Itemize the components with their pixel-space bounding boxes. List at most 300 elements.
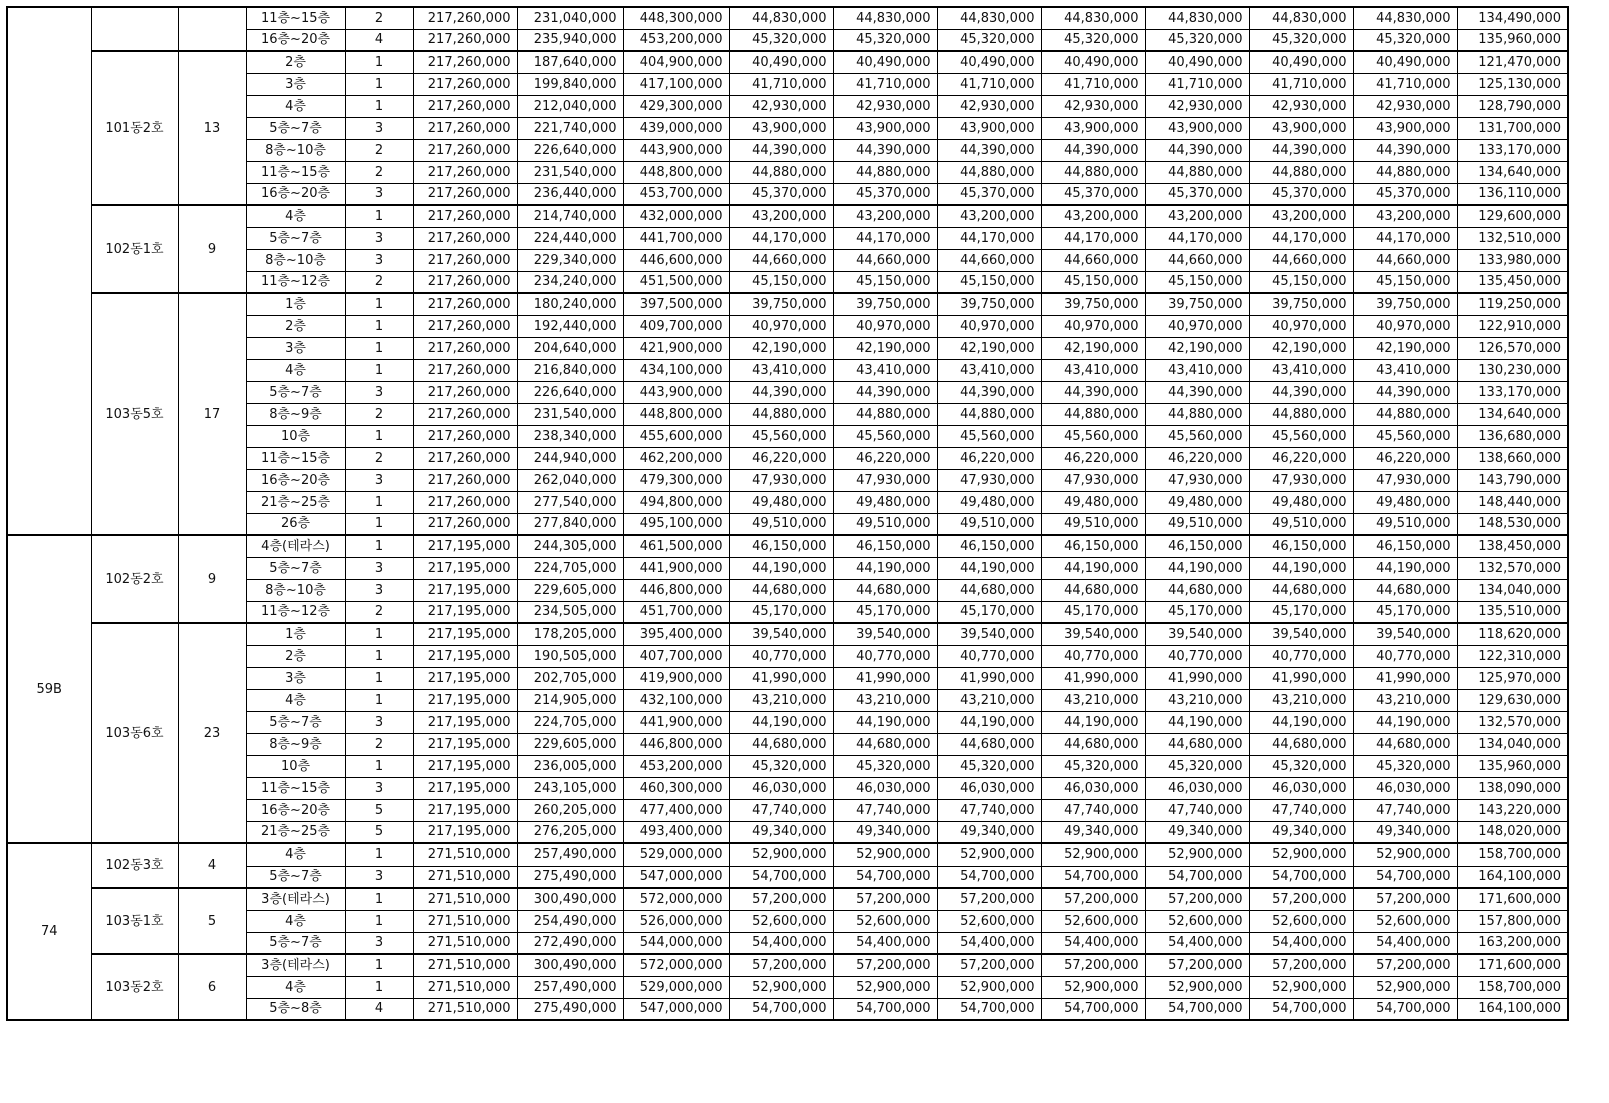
payment-1-cell: 47,740,000 bbox=[833, 799, 937, 821]
unit-type-cell bbox=[7, 7, 91, 535]
price-building-cell: 180,240,000 bbox=[517, 293, 623, 315]
payment-1-cell: 45,320,000 bbox=[833, 29, 937, 51]
quantity-cell: 3 bbox=[345, 866, 413, 888]
payment-2-cell: 45,320,000 bbox=[937, 29, 1041, 51]
payment-contract-cell: 45,150,000 bbox=[729, 271, 833, 293]
price-building-cell: 262,040,000 bbox=[517, 469, 623, 491]
price-building-cell: 214,740,000 bbox=[517, 205, 623, 227]
payment-4-cell: 54,400,000 bbox=[1145, 932, 1249, 954]
floor-cell: 16층~20층 bbox=[246, 469, 345, 491]
unit-count-cell: 4 bbox=[178, 843, 246, 888]
payment-contract-cell: 43,200,000 bbox=[729, 205, 833, 227]
floor-cell: 11층~12층 bbox=[246, 271, 345, 293]
payment-3-cell: 57,200,000 bbox=[1041, 888, 1145, 910]
payment-contract-cell: 44,880,000 bbox=[729, 403, 833, 425]
payment-6-cell: 42,930,000 bbox=[1353, 95, 1457, 117]
payment-3-cell: 46,220,000 bbox=[1041, 447, 1145, 469]
payment-contract-cell: 44,680,000 bbox=[729, 579, 833, 601]
floor-cell: 5층~7층 bbox=[246, 866, 345, 888]
payment-1-cell: 44,880,000 bbox=[833, 161, 937, 183]
price-land-cell: 271,510,000 bbox=[413, 976, 517, 998]
payment-3-cell: 47,930,000 bbox=[1041, 469, 1145, 491]
payment-1-cell: 44,680,000 bbox=[833, 579, 937, 601]
payment-balance-cell: 128,790,000 bbox=[1457, 95, 1568, 117]
floor-cell: 3층(테라스) bbox=[246, 888, 345, 910]
price-building-cell: 277,540,000 bbox=[517, 491, 623, 513]
payment-3-cell: 46,030,000 bbox=[1041, 777, 1145, 799]
payment-4-cell: 45,320,000 bbox=[1145, 29, 1249, 51]
payment-5-cell: 39,750,000 bbox=[1249, 293, 1353, 315]
payment-6-cell: 45,370,000 bbox=[1353, 183, 1457, 205]
price-total-cell: 461,500,000 bbox=[623, 535, 729, 557]
quantity-cell: 1 bbox=[345, 205, 413, 227]
payment-1-cell: 44,680,000 bbox=[833, 733, 937, 755]
payment-balance-cell: 135,960,000 bbox=[1457, 755, 1568, 777]
price-land-cell: 217,260,000 bbox=[413, 315, 517, 337]
payment-1-cell: 43,900,000 bbox=[833, 117, 937, 139]
payment-4-cell: 47,740,000 bbox=[1145, 799, 1249, 821]
payment-3-cell: 43,200,000 bbox=[1041, 205, 1145, 227]
payment-5-cell: 42,190,000 bbox=[1249, 337, 1353, 359]
payment-5-cell: 44,190,000 bbox=[1249, 557, 1353, 579]
price-total-cell: 477,400,000 bbox=[623, 799, 729, 821]
price-land-cell: 217,260,000 bbox=[413, 161, 517, 183]
price-building-cell: 300,490,000 bbox=[517, 888, 623, 910]
payment-5-cell: 39,540,000 bbox=[1249, 623, 1353, 645]
payment-3-cell: 43,210,000 bbox=[1041, 689, 1145, 711]
quantity-cell: 3 bbox=[345, 579, 413, 601]
payment-4-cell: 39,540,000 bbox=[1145, 623, 1249, 645]
price-building-cell: 204,640,000 bbox=[517, 337, 623, 359]
payment-4-cell: 44,660,000 bbox=[1145, 249, 1249, 271]
floor-cell: 5층~7층 bbox=[246, 932, 345, 954]
payment-6-cell: 40,490,000 bbox=[1353, 51, 1457, 73]
price-building-cell: 178,205,000 bbox=[517, 623, 623, 645]
dong-cell bbox=[91, 7, 178, 51]
payment-5-cell: 44,390,000 bbox=[1249, 381, 1353, 403]
floor-cell: 10층 bbox=[246, 425, 345, 447]
payment-3-cell: 40,970,000 bbox=[1041, 315, 1145, 337]
payment-5-cell: 42,930,000 bbox=[1249, 95, 1353, 117]
price-building-cell: 257,490,000 bbox=[517, 976, 623, 998]
payment-2-cell: 44,880,000 bbox=[937, 403, 1041, 425]
price-building-cell: 212,040,000 bbox=[517, 95, 623, 117]
unit-count-cell bbox=[178, 7, 246, 51]
payment-2-cell: 42,190,000 bbox=[937, 337, 1041, 359]
payment-5-cell: 44,390,000 bbox=[1249, 139, 1353, 161]
payment-3-cell: 45,320,000 bbox=[1041, 29, 1145, 51]
price-building-cell: 257,490,000 bbox=[517, 843, 623, 866]
payment-4-cell: 44,680,000 bbox=[1145, 579, 1249, 601]
payment-1-cell: 44,390,000 bbox=[833, 139, 937, 161]
unit-count-cell: 23 bbox=[178, 623, 246, 843]
payment-4-cell: 45,560,000 bbox=[1145, 425, 1249, 447]
price-building-cell: 300,490,000 bbox=[517, 954, 623, 976]
price-total-cell: 451,700,000 bbox=[623, 601, 729, 623]
payment-contract-cell: 46,150,000 bbox=[729, 535, 833, 557]
payment-5-cell: 43,900,000 bbox=[1249, 117, 1353, 139]
payment-3-cell: 44,660,000 bbox=[1041, 249, 1145, 271]
payment-4-cell: 40,490,000 bbox=[1145, 51, 1249, 73]
payment-1-cell: 45,150,000 bbox=[833, 271, 937, 293]
price-total-cell: 432,100,000 bbox=[623, 689, 729, 711]
payment-6-cell: 52,600,000 bbox=[1353, 910, 1457, 932]
price-total-cell: 448,800,000 bbox=[623, 403, 729, 425]
quantity-cell: 3 bbox=[345, 469, 413, 491]
payment-3-cell: 44,390,000 bbox=[1041, 381, 1145, 403]
floor-cell: 5층~8층 bbox=[246, 998, 345, 1020]
payment-5-cell: 57,200,000 bbox=[1249, 954, 1353, 976]
payment-2-cell: 44,660,000 bbox=[937, 249, 1041, 271]
price-building-cell: 238,340,000 bbox=[517, 425, 623, 447]
quantity-cell: 1 bbox=[345, 976, 413, 998]
price-building-cell: 221,740,000 bbox=[517, 117, 623, 139]
payment-3-cell: 44,170,000 bbox=[1041, 227, 1145, 249]
price-building-cell: 236,440,000 bbox=[517, 183, 623, 205]
payment-contract-cell: 40,970,000 bbox=[729, 315, 833, 337]
floor-cell: 3층 bbox=[246, 667, 345, 689]
price-building-cell: 229,605,000 bbox=[517, 579, 623, 601]
payment-6-cell: 44,390,000 bbox=[1353, 381, 1457, 403]
payment-3-cell: 40,490,000 bbox=[1041, 51, 1145, 73]
payment-3-cell: 43,410,000 bbox=[1041, 359, 1145, 381]
price-building-cell: 243,105,000 bbox=[517, 777, 623, 799]
price-land-cell: 217,260,000 bbox=[413, 117, 517, 139]
payment-contract-cell: 52,900,000 bbox=[729, 976, 833, 998]
payment-2-cell: 57,200,000 bbox=[937, 888, 1041, 910]
payment-2-cell: 39,750,000 bbox=[937, 293, 1041, 315]
floor-cell: 3층 bbox=[246, 73, 345, 95]
price-building-cell: 254,490,000 bbox=[517, 910, 623, 932]
payment-6-cell: 57,200,000 bbox=[1353, 954, 1457, 976]
payment-contract-cell: 44,190,000 bbox=[729, 711, 833, 733]
payment-6-cell: 44,880,000 bbox=[1353, 403, 1457, 425]
floor-cell: 5층~7층 bbox=[246, 381, 345, 403]
quantity-cell: 3 bbox=[345, 557, 413, 579]
payment-5-cell: 52,600,000 bbox=[1249, 910, 1353, 932]
payment-6-cell: 54,700,000 bbox=[1353, 866, 1457, 888]
quantity-cell: 5 bbox=[345, 821, 413, 843]
payment-balance-cell: 135,960,000 bbox=[1457, 29, 1568, 51]
payment-5-cell: 45,320,000 bbox=[1249, 29, 1353, 51]
payment-4-cell: 45,150,000 bbox=[1145, 271, 1249, 293]
quantity-cell: 2 bbox=[345, 161, 413, 183]
price-total-cell: 404,900,000 bbox=[623, 51, 729, 73]
payment-6-cell: 42,190,000 bbox=[1353, 337, 1457, 359]
payment-balance-cell: 171,600,000 bbox=[1457, 954, 1568, 976]
payment-1-cell: 45,320,000 bbox=[833, 755, 937, 777]
payment-balance-cell: 121,470,000 bbox=[1457, 51, 1568, 73]
payment-4-cell: 41,990,000 bbox=[1145, 667, 1249, 689]
quantity-cell: 3 bbox=[345, 932, 413, 954]
price-total-cell: 451,500,000 bbox=[623, 271, 729, 293]
payment-4-cell: 42,190,000 bbox=[1145, 337, 1249, 359]
price-total-cell: 526,000,000 bbox=[623, 910, 729, 932]
payment-5-cell: 49,340,000 bbox=[1249, 821, 1353, 843]
floor-cell: 4층 bbox=[246, 976, 345, 998]
payment-4-cell: 39,750,000 bbox=[1145, 293, 1249, 315]
price-total-cell: 493,400,000 bbox=[623, 821, 729, 843]
price-building-cell: 190,505,000 bbox=[517, 645, 623, 667]
table-row bbox=[7, 843, 1568, 866]
payment-balance-cell: 129,630,000 bbox=[1457, 689, 1568, 711]
payment-1-cell: 45,560,000 bbox=[833, 425, 937, 447]
payment-6-cell: 46,150,000 bbox=[1353, 535, 1457, 557]
payment-3-cell: 42,190,000 bbox=[1041, 337, 1145, 359]
payment-contract-cell: 43,210,000 bbox=[729, 689, 833, 711]
price-land-cell: 217,195,000 bbox=[413, 733, 517, 755]
payment-2-cell: 43,410,000 bbox=[937, 359, 1041, 381]
payment-5-cell: 44,830,000 bbox=[1249, 7, 1353, 29]
payment-1-cell: 54,700,000 bbox=[833, 866, 937, 888]
payment-contract-cell: 44,170,000 bbox=[729, 227, 833, 249]
price-table bbox=[6, 6, 1569, 1021]
payment-contract-cell: 45,370,000 bbox=[729, 183, 833, 205]
payment-3-cell: 44,880,000 bbox=[1041, 161, 1145, 183]
price-building-cell: 231,540,000 bbox=[517, 161, 623, 183]
payment-3-cell: 44,680,000 bbox=[1041, 733, 1145, 755]
payment-contract-cell: 47,930,000 bbox=[729, 469, 833, 491]
payment-1-cell: 46,150,000 bbox=[833, 535, 937, 557]
payment-balance-cell: 164,100,000 bbox=[1457, 866, 1568, 888]
payment-2-cell: 46,220,000 bbox=[937, 447, 1041, 469]
table-row bbox=[7, 205, 1568, 227]
payment-contract-cell: 49,480,000 bbox=[729, 491, 833, 513]
payment-balance-cell: 135,510,000 bbox=[1457, 601, 1568, 623]
payment-1-cell: 42,190,000 bbox=[833, 337, 937, 359]
price-building-cell: 224,705,000 bbox=[517, 711, 623, 733]
payment-6-cell: 39,750,000 bbox=[1353, 293, 1457, 315]
price-total-cell: 544,000,000 bbox=[623, 932, 729, 954]
floor-cell: 2층 bbox=[246, 645, 345, 667]
payment-5-cell: 54,700,000 bbox=[1249, 998, 1353, 1020]
floor-cell: 4층 bbox=[246, 843, 345, 866]
payment-5-cell: 54,400,000 bbox=[1249, 932, 1353, 954]
payment-balance-cell: 125,970,000 bbox=[1457, 667, 1568, 689]
payment-5-cell: 45,150,000 bbox=[1249, 271, 1353, 293]
floor-cell: 11층~15층 bbox=[246, 161, 345, 183]
dong-cell: 102동2호 bbox=[91, 535, 178, 623]
payment-6-cell: 45,150,000 bbox=[1353, 271, 1457, 293]
price-total-cell: 494,800,000 bbox=[623, 491, 729, 513]
price-land-cell: 217,260,000 bbox=[413, 403, 517, 425]
price-land-cell: 271,510,000 bbox=[413, 910, 517, 932]
payment-balance-cell: 132,570,000 bbox=[1457, 711, 1568, 733]
payment-1-cell: 40,970,000 bbox=[833, 315, 937, 337]
quantity-cell: 5 bbox=[345, 799, 413, 821]
payment-3-cell: 52,600,000 bbox=[1041, 910, 1145, 932]
payment-6-cell: 44,680,000 bbox=[1353, 733, 1457, 755]
payment-3-cell: 54,400,000 bbox=[1041, 932, 1145, 954]
price-land-cell: 217,195,000 bbox=[413, 711, 517, 733]
payment-contract-cell: 57,200,000 bbox=[729, 888, 833, 910]
payment-3-cell: 44,390,000 bbox=[1041, 139, 1145, 161]
floor-cell: 11층~15층 bbox=[246, 7, 345, 29]
payment-balance-cell: 138,450,000 bbox=[1457, 535, 1568, 557]
floor-cell: 8층~9층 bbox=[246, 403, 345, 425]
payment-3-cell: 44,680,000 bbox=[1041, 579, 1145, 601]
payment-4-cell: 52,600,000 bbox=[1145, 910, 1249, 932]
payment-contract-cell: 47,740,000 bbox=[729, 799, 833, 821]
payment-6-cell: 46,030,000 bbox=[1353, 777, 1457, 799]
table-row bbox=[7, 888, 1568, 910]
price-building-cell: 277,840,000 bbox=[517, 513, 623, 535]
payment-1-cell: 39,750,000 bbox=[833, 293, 937, 315]
payment-1-cell: 44,170,000 bbox=[833, 227, 937, 249]
payment-1-cell: 52,600,000 bbox=[833, 910, 937, 932]
floor-cell: 5층~7층 bbox=[246, 711, 345, 733]
payment-4-cell: 54,700,000 bbox=[1145, 866, 1249, 888]
dong-cell: 101동2호 bbox=[91, 51, 178, 205]
payment-3-cell: 45,320,000 bbox=[1041, 755, 1145, 777]
payment-2-cell: 54,400,000 bbox=[937, 932, 1041, 954]
price-land-cell: 217,260,000 bbox=[413, 139, 517, 161]
payment-contract-cell: 44,680,000 bbox=[729, 733, 833, 755]
payment-3-cell: 54,700,000 bbox=[1041, 998, 1145, 1020]
payment-3-cell: 42,930,000 bbox=[1041, 95, 1145, 117]
quantity-cell: 1 bbox=[345, 910, 413, 932]
payment-1-cell: 43,410,000 bbox=[833, 359, 937, 381]
payment-6-cell: 40,770,000 bbox=[1353, 645, 1457, 667]
payment-3-cell: 47,740,000 bbox=[1041, 799, 1145, 821]
payment-4-cell: 45,320,000 bbox=[1145, 755, 1249, 777]
payment-4-cell: 54,700,000 bbox=[1145, 998, 1249, 1020]
quantity-cell: 1 bbox=[345, 73, 413, 95]
payment-3-cell: 52,900,000 bbox=[1041, 976, 1145, 998]
price-building-cell: 192,440,000 bbox=[517, 315, 623, 337]
payment-2-cell: 52,900,000 bbox=[937, 976, 1041, 998]
price-building-cell: 231,040,000 bbox=[517, 7, 623, 29]
payment-4-cell: 49,510,000 bbox=[1145, 513, 1249, 535]
price-total-cell: 453,200,000 bbox=[623, 29, 729, 51]
payment-4-cell: 44,190,000 bbox=[1145, 711, 1249, 733]
price-total-cell: 448,300,000 bbox=[623, 7, 729, 29]
price-total-cell: 547,000,000 bbox=[623, 998, 729, 1020]
payment-6-cell: 54,400,000 bbox=[1353, 932, 1457, 954]
price-total-cell: 432,000,000 bbox=[623, 205, 729, 227]
payment-1-cell: 57,200,000 bbox=[833, 888, 937, 910]
payment-3-cell: 45,170,000 bbox=[1041, 601, 1145, 623]
price-land-cell: 217,195,000 bbox=[413, 557, 517, 579]
price-land-cell: 217,195,000 bbox=[413, 645, 517, 667]
payment-balance-cell: 148,020,000 bbox=[1457, 821, 1568, 843]
price-land-cell: 271,510,000 bbox=[413, 954, 517, 976]
payment-balance-cell: 135,450,000 bbox=[1457, 271, 1568, 293]
floor-cell: 4층 bbox=[246, 359, 345, 381]
payment-contract-cell: 46,030,000 bbox=[729, 777, 833, 799]
payment-balance-cell: 171,600,000 bbox=[1457, 888, 1568, 910]
payment-1-cell: 45,370,000 bbox=[833, 183, 937, 205]
payment-contract-cell: 42,190,000 bbox=[729, 337, 833, 359]
price-building-cell: 229,340,000 bbox=[517, 249, 623, 271]
payment-4-cell: 44,170,000 bbox=[1145, 227, 1249, 249]
payment-balance-cell: 131,700,000 bbox=[1457, 117, 1568, 139]
price-land-cell: 217,260,000 bbox=[413, 183, 517, 205]
price-land-cell: 217,260,000 bbox=[413, 7, 517, 29]
dong-cell: 103동6호 bbox=[91, 623, 178, 843]
price-land-cell: 217,195,000 bbox=[413, 777, 517, 799]
price-land-cell: 271,510,000 bbox=[413, 998, 517, 1020]
payment-2-cell: 44,880,000 bbox=[937, 161, 1041, 183]
payment-1-cell: 54,700,000 bbox=[833, 998, 937, 1020]
floor-cell: 16층~20층 bbox=[246, 183, 345, 205]
payment-4-cell: 43,210,000 bbox=[1145, 689, 1249, 711]
payment-4-cell: 44,880,000 bbox=[1145, 403, 1249, 425]
payment-5-cell: 44,170,000 bbox=[1249, 227, 1353, 249]
payment-6-cell: 44,660,000 bbox=[1353, 249, 1457, 271]
dong-cell: 102동1호 bbox=[91, 205, 178, 293]
price-land-cell: 271,510,000 bbox=[413, 866, 517, 888]
price-total-cell: 446,800,000 bbox=[623, 579, 729, 601]
payment-contract-cell: 42,930,000 bbox=[729, 95, 833, 117]
price-land-cell: 217,195,000 bbox=[413, 667, 517, 689]
price-building-cell: 234,505,000 bbox=[517, 601, 623, 623]
payment-2-cell: 39,540,000 bbox=[937, 623, 1041, 645]
payment-2-cell: 43,900,000 bbox=[937, 117, 1041, 139]
price-building-cell: 216,840,000 bbox=[517, 359, 623, 381]
payment-contract-cell: 43,900,000 bbox=[729, 117, 833, 139]
payment-balance-cell: 148,530,000 bbox=[1457, 513, 1568, 535]
price-land-cell: 217,260,000 bbox=[413, 381, 517, 403]
price-building-cell: 276,205,000 bbox=[517, 821, 623, 843]
payment-1-cell: 42,930,000 bbox=[833, 95, 937, 117]
payment-5-cell: 41,990,000 bbox=[1249, 667, 1353, 689]
price-building-cell: 234,240,000 bbox=[517, 271, 623, 293]
floor-cell: 11층~15층 bbox=[246, 447, 345, 469]
payment-5-cell: 44,880,000 bbox=[1249, 161, 1353, 183]
price-land-cell: 217,260,000 bbox=[413, 469, 517, 491]
floor-cell: 8층~9층 bbox=[246, 733, 345, 755]
price-land-cell: 217,195,000 bbox=[413, 689, 517, 711]
unit-count-cell: 9 bbox=[178, 205, 246, 293]
payment-1-cell: 49,480,000 bbox=[833, 491, 937, 513]
payment-6-cell: 57,200,000 bbox=[1353, 888, 1457, 910]
payment-balance-cell: 136,110,000 bbox=[1457, 183, 1568, 205]
price-total-cell: 443,900,000 bbox=[623, 139, 729, 161]
quantity-cell: 3 bbox=[345, 227, 413, 249]
payment-balance-cell: 130,230,000 bbox=[1457, 359, 1568, 381]
payment-contract-cell: 39,750,000 bbox=[729, 293, 833, 315]
payment-3-cell: 49,480,000 bbox=[1041, 491, 1145, 513]
payment-balance-cell: 133,170,000 bbox=[1457, 139, 1568, 161]
floor-cell: 4층(테라스) bbox=[246, 535, 345, 557]
payment-5-cell: 49,510,000 bbox=[1249, 513, 1353, 535]
quantity-cell: 1 bbox=[345, 337, 413, 359]
quantity-cell: 3 bbox=[345, 117, 413, 139]
unit-count-cell: 17 bbox=[178, 293, 246, 535]
payment-4-cell: 43,410,000 bbox=[1145, 359, 1249, 381]
price-land-cell: 217,195,000 bbox=[413, 535, 517, 557]
payment-4-cell: 44,680,000 bbox=[1145, 733, 1249, 755]
floor-cell: 26층 bbox=[246, 513, 345, 535]
payment-balance-cell: 132,510,000 bbox=[1457, 227, 1568, 249]
quantity-cell: 1 bbox=[345, 513, 413, 535]
payment-3-cell: 49,510,000 bbox=[1041, 513, 1145, 535]
payment-5-cell: 40,770,000 bbox=[1249, 645, 1353, 667]
payment-4-cell: 57,200,000 bbox=[1145, 954, 1249, 976]
quantity-cell: 1 bbox=[345, 293, 413, 315]
price-building-cell: 244,940,000 bbox=[517, 447, 623, 469]
payment-1-cell: 41,990,000 bbox=[833, 667, 937, 689]
payment-2-cell: 45,320,000 bbox=[937, 755, 1041, 777]
unit-count-cell: 9 bbox=[178, 535, 246, 623]
payment-1-cell: 44,660,000 bbox=[833, 249, 937, 271]
payment-6-cell: 45,320,000 bbox=[1353, 755, 1457, 777]
payment-5-cell: 44,680,000 bbox=[1249, 733, 1353, 755]
payment-3-cell: 52,900,000 bbox=[1041, 843, 1145, 866]
payment-5-cell: 46,150,000 bbox=[1249, 535, 1353, 557]
price-land-cell: 217,260,000 bbox=[413, 337, 517, 359]
